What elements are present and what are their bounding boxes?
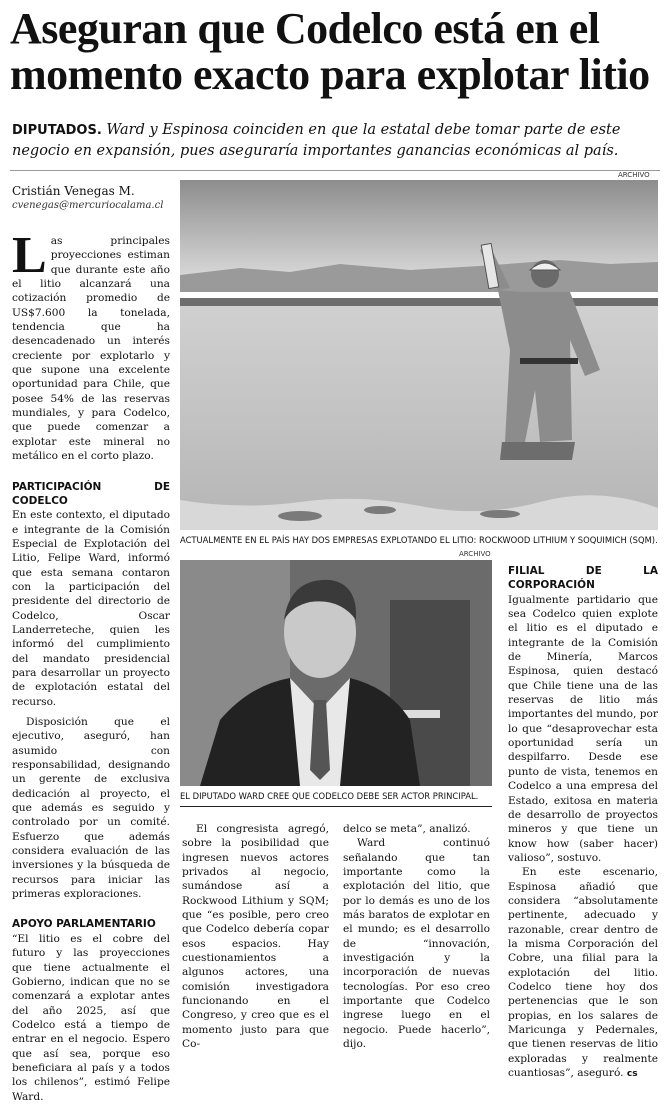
byline-author: Cristián Venegas M.: [12, 184, 135, 198]
byline-email[interactable]: cvenegas@mercuriocalama.cl: [12, 200, 164, 211]
paragraph: En este contexto, el diputado e integrante de la Comisión Especial de Explotación del Litio, Felipe Ward, informó que esta semana contaron con la participación del presidente del directorio de Codelco, Oscar Landerreteche, quien les informó del cumplimiento del mandato presidencial para desarrollar un proyecto de explotación estatal del recurso.: [12, 509, 170, 708]
portrait-photo: [180, 560, 492, 786]
header-divider: [10, 170, 660, 171]
intro-paragraph: Las principales proyecciones estiman que durante este año el litio alcanzará una cotización promedio de US$7.600 la tonelada, tendencia que ha desencadenado un interés creciente por explotarlo y que supone una excelente oportunidad para Chile, que posee 54% de las reservas mundiales, y para Codelco, que puede comenzar a explotar este mineral no metálico en el corto plazo.: [12, 227, 170, 463]
salar-photo: [180, 180, 658, 530]
end-mark-icon: cs: [626, 1069, 638, 1080]
subhead-filial: FILIAL DE LA CORPORACIÓN: [508, 565, 658, 592]
salar-photo-image: [180, 180, 658, 530]
caption-rule: [180, 806, 492, 807]
paragraph: El congresista agregó, sobre la posibilidad que ingresen nuevos actores privados al negocio, sumándose así a Rockwood Lithium y SQM; que “es posible, pero creo que Codelco debería copar esos espacios. Hay cuestionamientos a algunos actores, una comisión investigadora funcionando en el Congreso, y creo que es el momento justo para que Co-: [182, 823, 329, 1051]
paragraph: En este escenario, Espinosa añadió que considera “absolutamente pertinente, adecuado y razonable, crear dentro de la misma Corporación del Cobre, una filial para la explotación del litio. Codelco tiene hoy dos pertenencias que le son propias, en los salares de Maricunga y Pedernales, que tienen reservas de litio exploradas y realmente cuantiosas”, aseguró. cs: [508, 866, 658, 1080]
photo-credit: ARCHIVO: [618, 171, 650, 179]
photo-credit: ARCHIVO: [459, 550, 491, 558]
photo-caption: ACTUALMENTE EN EL PAÍS HAY DOS EMPRESAS EXPLOTANDO EL LITIO: ROCKWOOD LITHIUM Y SOQUIMICH (SQM).: [180, 535, 658, 545]
column-3: [343, 822, 490, 1052]
deck: [12, 120, 660, 162]
paragraph: “El litio es el cobre del futuro y las proyecciones que tiene actualmente el Gobierno, indican que no se comenzará a explotar antes del año 2025, así que Codelco está a tiempo de entrar en el negocio. Espero que así sea, porque eso beneficiara al país y a todos los chilenos”, estimó Felipe Ward.: [12, 932, 170, 1103]
paragraph: Disposición que el ejecutivo, aseguró, han asumido con responsabilidad, designando un gerente de exclusiva dedicación al proyecto, el que además es seguido y controlado por un comité. Esfuerzo que además considera evaluación de las inversiones y la búsqueda de recursos para iniciar las primeras exploraciones.: [12, 716, 170, 901]
paragraph: delco se meta”, analizó.: [343, 823, 471, 835]
portrait-photo-image: [180, 560, 492, 786]
column-4: [508, 564, 658, 1081]
dropcap: L: [12, 227, 47, 284]
deck-text: Ward y Espinosa coinciden en que la estatal debe tomar parte de este negocio en expansión, pues aseguraría importantes ganancias económicas al país.: [12, 122, 621, 159]
paragraph: Ward continuó señalando que tan importante como la explotación del litio, que por lo demás es uno de los más baratos de explotar en el mundo; es el desarrollo de “innovación, investigación y la incorporación de nuevas tecnologías. Por eso creo importante que Codelco ingrese luego en el negocio. Puede hacerlo”, dijo.: [343, 837, 490, 1051]
deck-kicker: DIPUTADOS.: [12, 123, 102, 138]
column-2: [182, 822, 329, 1052]
subhead-participacion: PARTICIPACIÓN DE CODELCO: [12, 480, 170, 507]
paragraph: Igualmente partidario que sea Codelco quien explote el litio es el diputado e integrante de la Comisión de Minería, Marcos Espinosa, quien destacó que Chile tiene una de las reservas de litio más importantes del mundo, por lo que “desaprovechar esta oportunidad sería un despilfarro. Desde ese punto de vista, tenemos en Codelco a una empresa del Estado, exitosa en materia de desarrollo de proyectos mineros y que tiene un know how (saber hacer) valioso”, sostuvo.: [508, 593, 658, 864]
column-1: [12, 227, 170, 1104]
headline: Aseguran que Codelco está en el momento exacto para explotar litio: [10, 4, 650, 99]
subhead-apoyo: APOYO PARLAMENTARIO: [12, 918, 156, 931]
photo-caption: EL DIPUTADO WARD CREE QUE CODELCO DEBE SER ACTOR PRINCIPAL.: [180, 791, 479, 801]
